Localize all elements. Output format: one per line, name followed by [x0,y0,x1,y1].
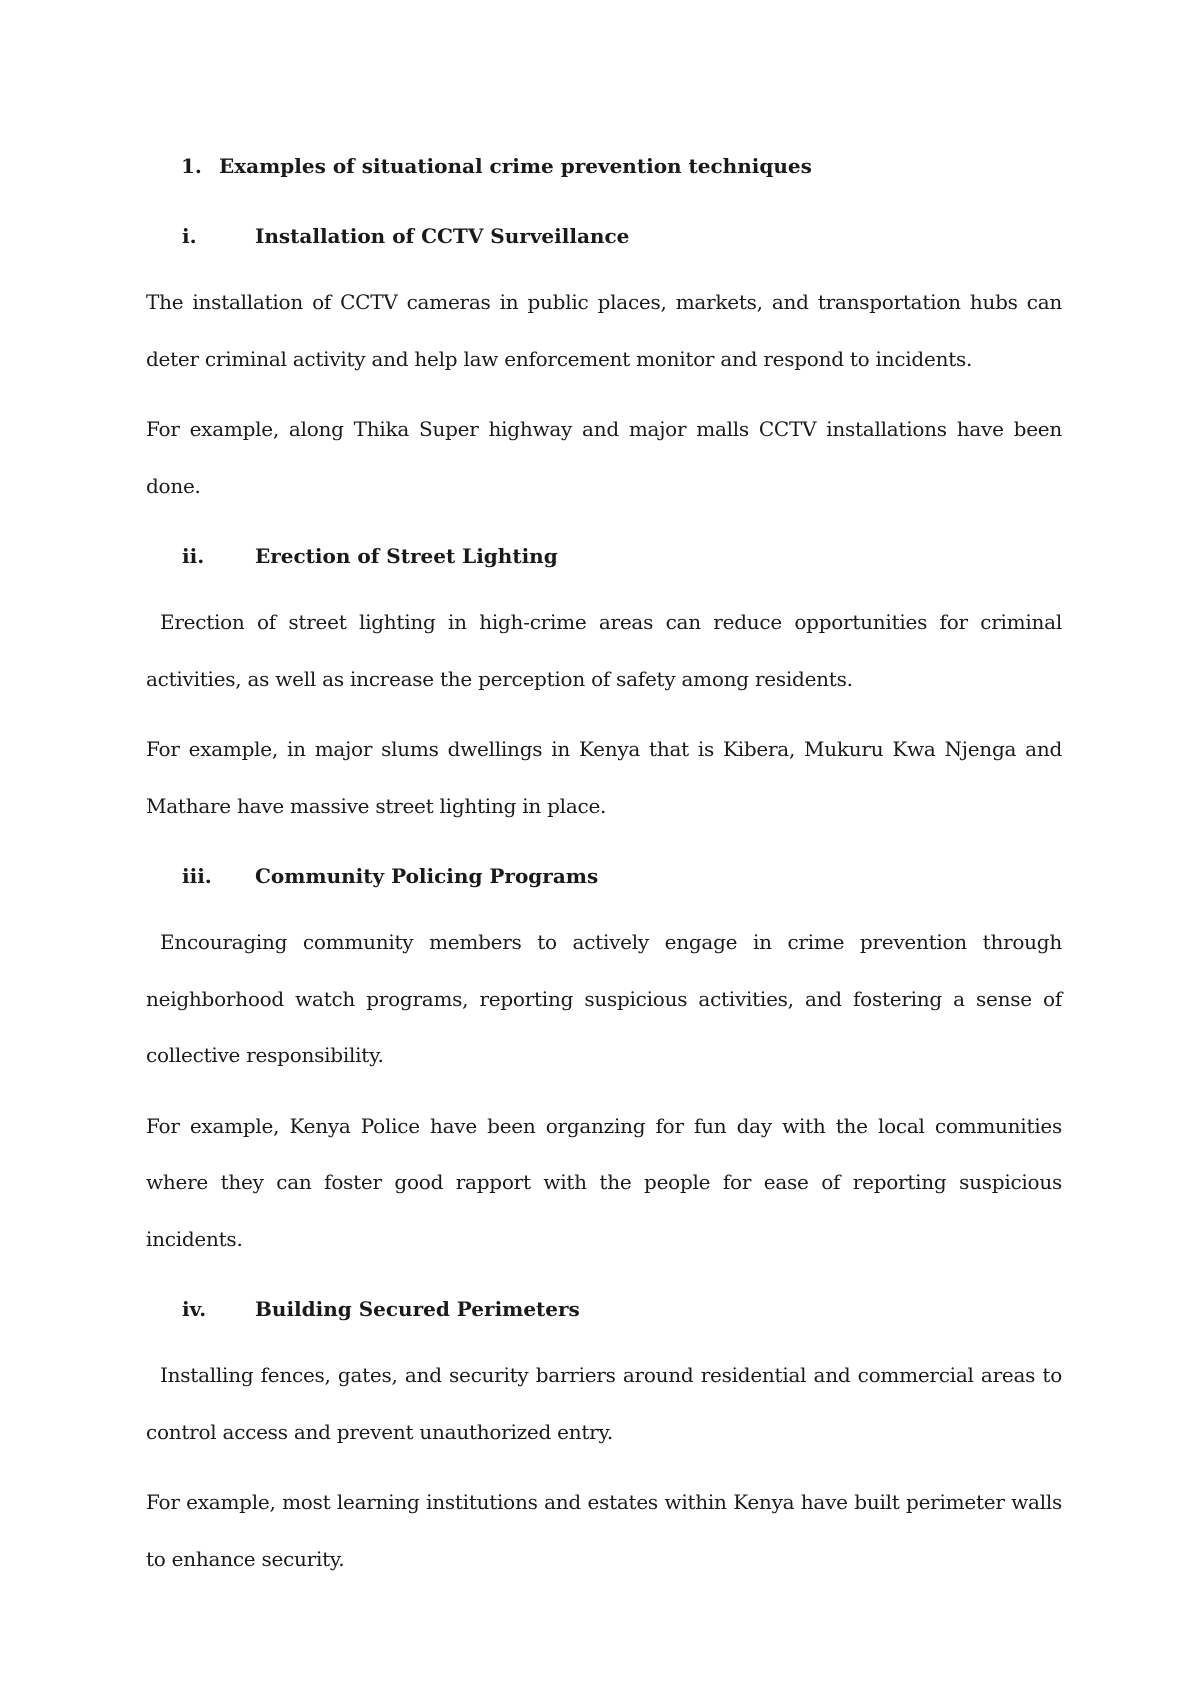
section-heading [146,1281,1062,1337]
section-title: Installation of CCTV Surveillance [255,224,630,248]
main-heading-number: 1. [181,154,202,178]
section-number: i. [182,224,197,248]
section-title: Building Secured Perimeters [255,1297,580,1321]
paragraph: For example, Kenya Police have been organzing for fun day with the local communities where they can foster good rapport with the people for ease of reporting suspicious incidents. [146,1113,1062,1251]
section-heading [146,848,1062,904]
section-secured-perimeters [146,1281,1062,1587]
paragraph: Encouraging community members to actively engage in crime prevention through neighborhood watch programs, reporting suspicious activities, and fostering a sense of collective responsibility. [146,930,1062,1067]
section-title: Community Policing Programs [255,864,599,888]
section-title: Erection of Street Lighting [255,544,558,568]
paragraph: Installing fences, gates, and security barriers around residential and commercial areas to control access and prevent unauthorized entry. [146,1363,1062,1444]
section-number: ii. [182,544,205,568]
paragraph: For example, most learning institutions and estates within Kenya have built perimeter walls to enhance security. [146,1490,1062,1571]
main-heading [146,138,1062,194]
section-heading [146,528,1062,584]
paragraph: For example, along Thika Super highway and major malls CCTV installations have been done. [146,417,1062,498]
paragraph: For example, in major slums dwellings in Kenya that is Kibera, Mukuru Kwa Njenga and Mathare have massive street lighting in place. [146,737,1062,818]
section-number: iv. [182,1297,207,1321]
main-heading-title: Examples of situational crime prevention techniques [219,154,812,178]
section-community-policing [146,848,1062,1267]
section-street-lighting [146,528,1062,834]
paragraph: The installation of CCTV cameras in public places, markets, and transportation hubs can deter criminal activity and help law enforcement monitor and respond to incidents. [146,290,1062,371]
section-number: iii. [182,864,212,888]
section-cctv [146,208,1062,514]
section-heading [146,208,1062,264]
paragraph: Erection of street lighting in high-crime areas can reduce opportunities for criminal activities, as well as increase the perception of safety among residents. [146,610,1062,691]
